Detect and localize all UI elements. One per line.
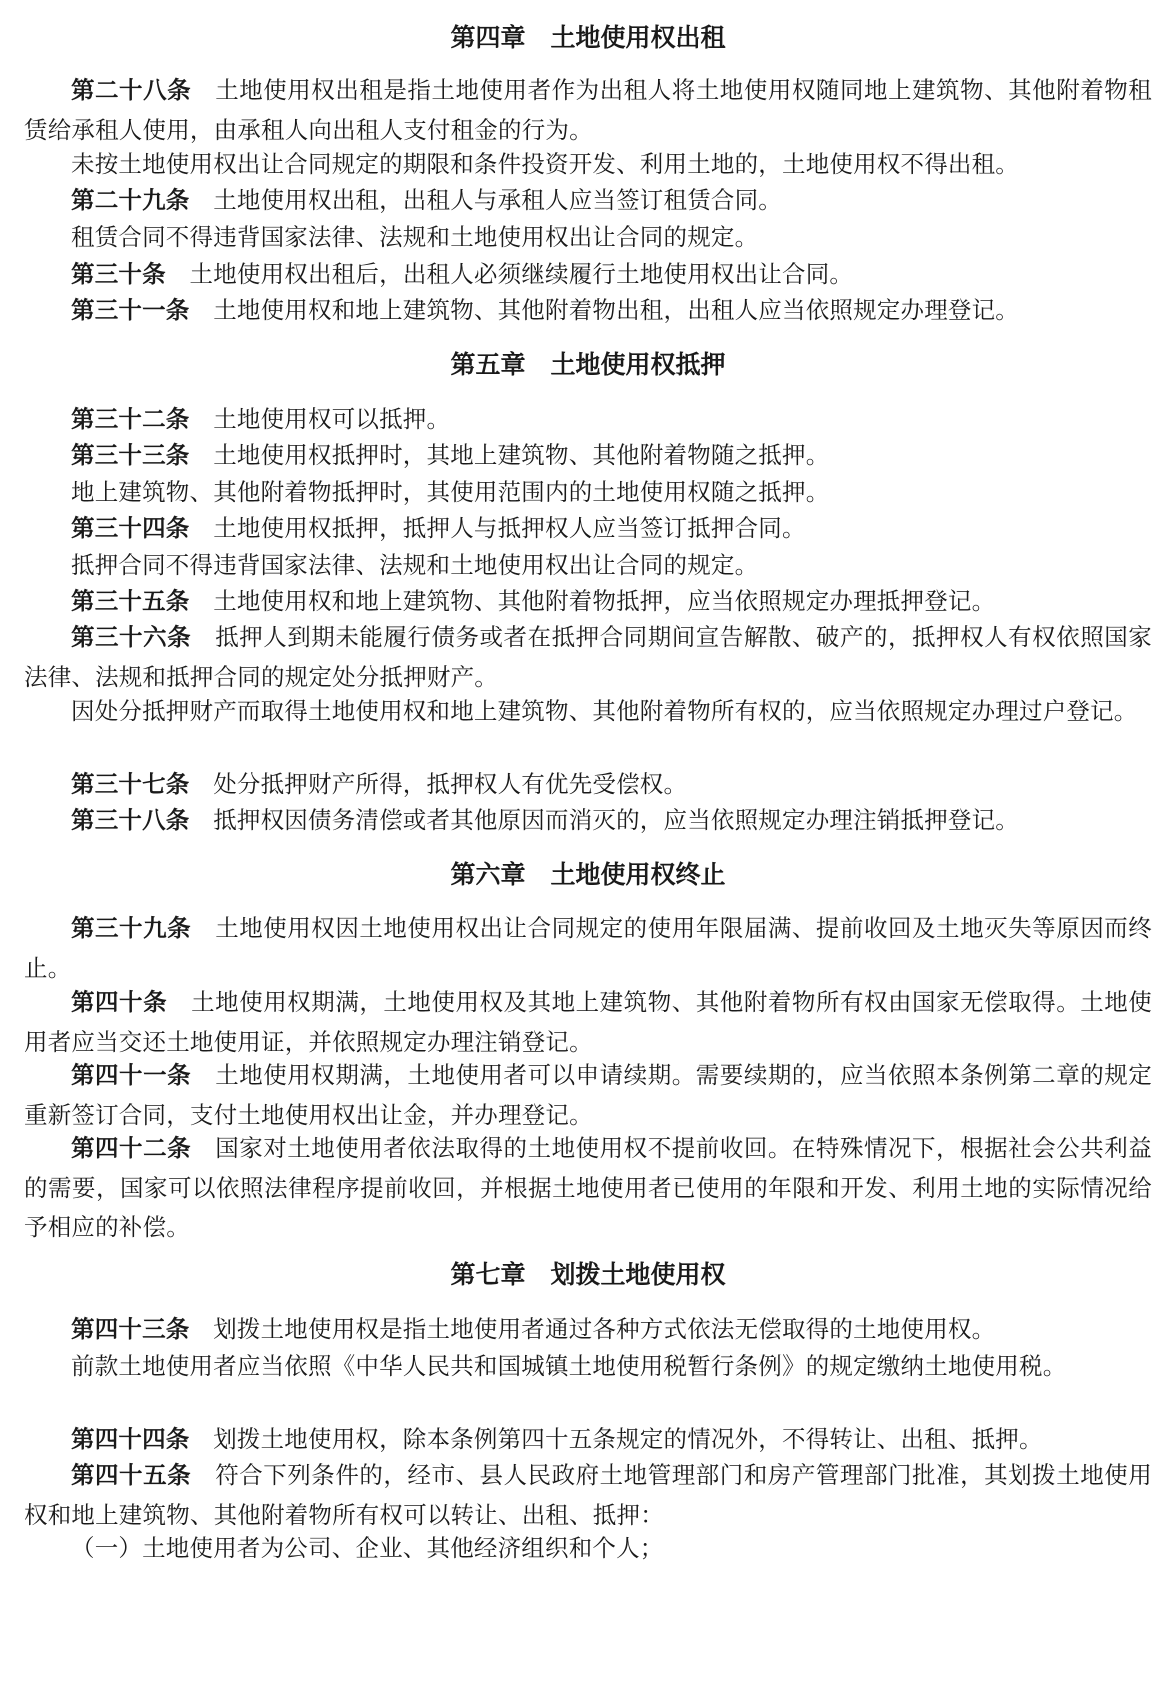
article-paragraph xyxy=(24,436,1152,476)
article-number: 第二十九条 xyxy=(71,186,190,214)
clause-paragraph xyxy=(24,145,1152,185)
article-number: 第二十八条 xyxy=(71,76,192,104)
article-paragraph xyxy=(24,765,1152,805)
clause-text: 地上建筑物、其他附着物抵押时，其使用范围内的土地使用权随之抵押。 xyxy=(71,478,830,506)
article-number: 第四十三条 xyxy=(71,1315,190,1343)
article-paragraph xyxy=(24,801,1152,841)
clause-text: 租赁合同不得违背国家法律、法规和土地使用权出让合同的规定。 xyxy=(71,223,759,251)
clause-paragraph xyxy=(24,546,1152,586)
article-paragraph xyxy=(24,618,1152,697)
article-paragraph xyxy=(24,1129,1152,1248)
article-text: 土地使用权出租，出租人与承租人应当签订租赁合同。 xyxy=(213,186,783,214)
article-text: 土地使用权抵押时，其地上建筑物、其他附着物随之抵押。 xyxy=(213,441,830,469)
article-number: 第三十二条 xyxy=(71,405,190,433)
clause-paragraph xyxy=(24,1347,1152,1387)
article-paragraph xyxy=(24,400,1152,440)
article-paragraph xyxy=(24,71,1152,150)
article-number: 第四十四条 xyxy=(71,1425,190,1453)
article-number: 第三十一条 xyxy=(71,296,190,324)
clause-text: 前款土地使用者应当依照《中华人民共和国城镇土地使用税暂行条例》的规定缴纳土地使用税。 xyxy=(71,1352,1067,1380)
clause-paragraph xyxy=(24,1529,1152,1569)
article-paragraph xyxy=(24,509,1152,549)
article-number: 第三十七条 xyxy=(71,770,190,798)
article-text: 划拨土地使用权，除本条例第四十五条规定的情况外，不得转让、出租、抵押。 xyxy=(213,1425,1043,1453)
article-number: 第三十三条 xyxy=(71,441,190,469)
article-text: 土地使用权和地上建筑物、其他附着物抵押，应当依照规定办理抵押登记。 xyxy=(213,587,996,615)
clause-text: 未按土地使用权出让合同规定的期限和条件投资开发、利用土地的，土地使用权不得出租。 xyxy=(71,150,1019,178)
article-text: 土地使用权可以抵押。 xyxy=(213,405,451,433)
article-paragraph xyxy=(24,909,1152,988)
article-number: 第三十八条 xyxy=(71,806,190,834)
chapter-heading: 第七章 划拨土地使用权 xyxy=(450,1260,726,1289)
article-paragraph xyxy=(24,1420,1152,1460)
article-paragraph xyxy=(24,291,1152,331)
article-number: 第三十九条 xyxy=(71,914,192,942)
article-text: 抵押权因债务清偿或者其他原因而消灭的，应当依照规定办理注销抵押登记。 xyxy=(213,806,1020,834)
article-number: 第四十五条 xyxy=(71,1461,192,1489)
article-text: 土地使用权期满，土地使用者可以申请续期。需要续期的，应当依照本条例第二章的规定重新签订合同，支付土地使用权出让金，并办理登记。 xyxy=(24,1061,1152,1129)
article-text: 土地使用权出租后，出租人必须继续履行土地使用权出让合同。 xyxy=(189,260,854,288)
article-paragraph xyxy=(24,181,1152,221)
article-paragraph xyxy=(24,1456,1152,1535)
article-text: 抵押人到期未能履行债务或者在抵押合同期间宣告解散、破产的，抵押权人有权依照国家法律、法规和抵押合同的规定处分抵押财产。 xyxy=(24,623,1152,691)
chapter-heading: 第六章 土地使用权终止 xyxy=(450,860,726,889)
article-text: 土地使用权和地上建筑物、其他附着物出租，出租人应当依照规定办理登记。 xyxy=(213,296,1020,324)
chapter-heading: 第四章 土地使用权出租 xyxy=(450,23,726,52)
article-paragraph xyxy=(24,255,1152,295)
article-paragraph xyxy=(24,1056,1152,1135)
article-text: 土地使用权期满，土地使用权及其地上建筑物、其他附着物所有权由国家无偿取得。土地使用者应当交还土地使用证，并依照规定办理注销登记。 xyxy=(24,988,1152,1056)
clause-paragraph xyxy=(24,218,1152,258)
clause-text: 因处分抵押财产而取得土地使用权和地上建筑物、其他附着物所有权的，应当依照规定办理过户登记。 xyxy=(71,697,1138,725)
article-text: 划拨土地使用权是指土地使用者通过各种方式依法无偿取得的土地使用权。 xyxy=(213,1315,996,1343)
article-number: 第三十五条 xyxy=(71,587,190,615)
article-text: 土地使用权抵押，抵押人与抵押权人应当签订抵押合同。 xyxy=(213,514,806,542)
article-text: 土地使用权因土地使用权出让合同规定的使用年限届满、提前收回及土地灭失等原因而终止。 xyxy=(24,914,1152,982)
chapter-heading: 第五章 土地使用权抵押 xyxy=(450,350,726,379)
article-text: 处分抵押财产所得，抵押权人有优先受偿权。 xyxy=(213,770,688,798)
article-text: 符合下列条件的，经市、县人民政府土地管理部门和房产管理部门批准，其划拨土地使用权和地上建筑物、其他附着物所有权可以转让、出租、抵押： xyxy=(24,1461,1152,1529)
article-number: 第三十四条 xyxy=(71,514,190,542)
clause-text: （一）土地使用者为公司、企业、其他经济组织和个人； xyxy=(71,1534,664,1562)
article-text: 土地使用权出租是指土地使用者作为出租人将土地使用权随同地上建筑物、其他附着物租赁给承租人使用，由承租人向出租人支付租金的行为。 xyxy=(24,76,1152,144)
article-number: 第三十条 xyxy=(71,260,166,288)
clause-text: 抵押合同不得违背国家法律、法规和土地使用权出让合同的规定。 xyxy=(71,551,759,579)
clause-paragraph xyxy=(24,473,1152,513)
article-number: 第四十一条 xyxy=(71,1061,192,1089)
article-paragraph xyxy=(24,983,1152,1062)
clause-paragraph xyxy=(24,692,1152,732)
article-number: 第三十六条 xyxy=(71,623,192,651)
article-number: 第四十条 xyxy=(71,988,168,1016)
article-paragraph xyxy=(24,1310,1152,1350)
article-paragraph xyxy=(24,582,1152,622)
article-number: 第四十二条 xyxy=(71,1134,192,1162)
article-text: 国家对土地使用者依法取得的土地使用权不提前收回。在特殊情况下，根据社会公共利益的需要，国家可以依照法律程序提前收回，并根据土地使用者已使用的年限和开发、利用土地的实际情况给予相应的补偿。 xyxy=(24,1134,1152,1241)
